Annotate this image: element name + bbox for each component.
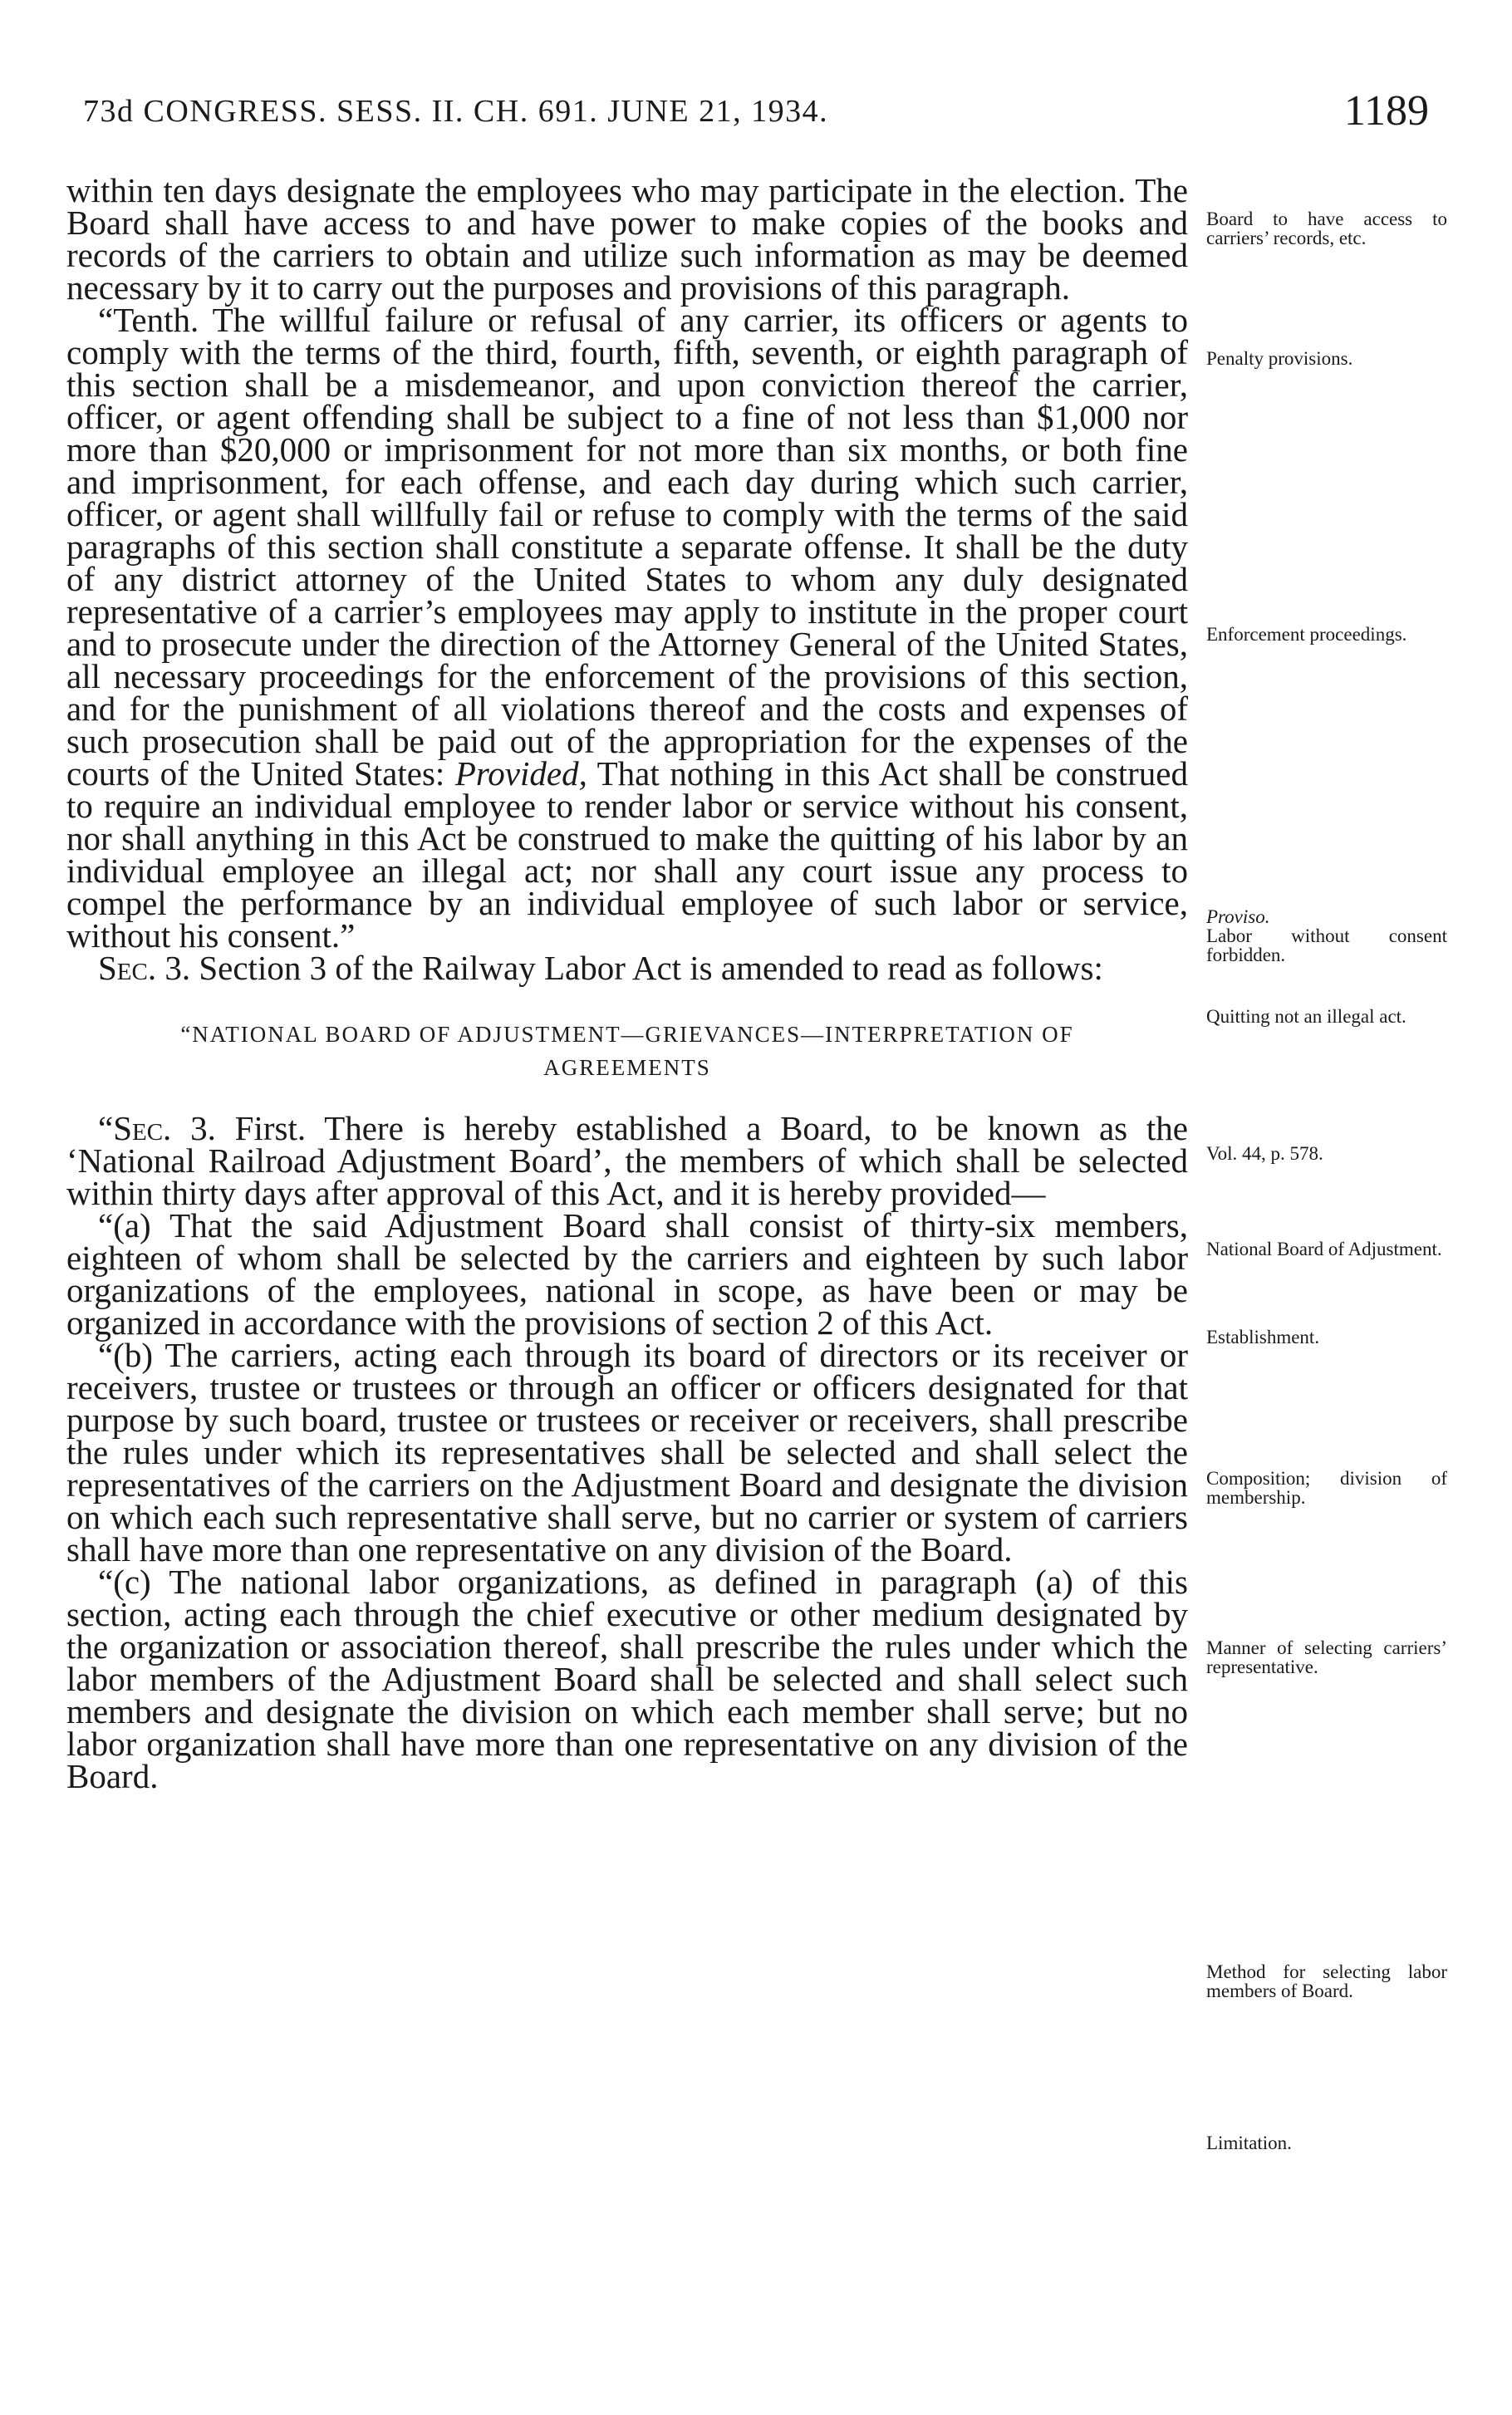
paragraph-ninth-continued: within ten days designate the employees who may participate in the election. The Board shall have access to and have power to make copies of the books and records of the carriers to obtain and utilize such information as may be deemed necessary by it to carry out the purposes and provisions of this paragraph. [66,171,1188,307]
margin-note-proviso: Proviso. [1206,906,1270,927]
heading-line-2: AGREEMENTS [543,1055,711,1080]
paragraph-c: “(c) The national labor organizations, as defined in paragraph (a) of this section, acting each through the chief executive or other medium designated by the organization or association thereof, shall prescribe the rules under which the labor members of the Adjustment Board shall be selected and shall select such members and designate the division on which each member shall serve; but no labor organization shall have more than one representative on any division of the Board. [66,1563,1188,1795]
margin-note-labor-consent: Labor without consent forbidden. [1206,925,1447,965]
margin-note-method: Method for selecting labor members of Board. [1206,1961,1447,2001]
margin-note-enforcement: Enforcement proceedings. [1206,624,1407,645]
sec-label: Sec. [98,949,157,987]
paragraph-tenth-text: “Tenth. The willful failure or refusal of any carrier, its officers or agents to comply with the terms of the third, fourth, fifth, seventh, or eighth paragraph of this section shall be a misdemeanor, and upon conviction thereof the carrier, officer, or agent offending shall be subject to a fine of not less than $1,000 nor more than $20,000 or imprisonment for not more than six months, or both fine and imprisonment, for each offense, and each day during which such carrier, officer, or agent shall willfully fail or refuse to comply with the terms of the said paragraphs of this section shall constitute a separate offense. It shall be the duty of any district attorney of the United States to whom any duly designated representative of a carrier’s employees may apply to institute in the proper court and to prosecute under the direction of the Attorney General of the United States, all necessary proceedings for the enforcement of the provisions of this section, and for the punishment of all violations thereof and the costs and expenses of such prosecution shall be paid out of the appropriation for the expenses of the courts of the United States: [66,301,1188,793]
paragraph-tenth [66,301,1189,955]
heading-line-1: “NATIONAL BOARD OF ADJUSTMENT—GRIEVANCES—INTERPRETATION OF [180,1022,1074,1047]
margin-note-penalty: Penalty provisions. [1206,348,1353,369]
paragraph-a: “(a) That the said Adjustment Board shall consist of thirty-six members, eighteen of whom shall be selected by the carriers and eighteen by such labor organizations of the employees, national in scope, as have been or may be organized in accordance with the provisions of section 2 of this Act. [66,1206,1188,1342]
paragraph-b: “(b) The carriers, acting each through its board of directors or its receiver or receivers, trustee or trustees or through an officer or officers designated for that purpose by such board, trustee or trustees or receiver or receivers, shall prescribe the rules under which its representatives shall be selected and shall select the representatives of the carriers on the Adjustment Board and designate the division on which each such representative shall serve, but no carrier or system of carriers shall have more than one representative on any division of the Board. [66,1336,1188,1568]
section-heading [66,1018,1188,1084]
paragraph-first [66,1109,1188,1212]
page-number: 1189 [1343,87,1429,135]
margin-note-volume-ref: Vol. 44, p. 578. [1206,1143,1323,1164]
margin-note-limitation: Limitation. [1206,2133,1292,2153]
statute-text [66,171,1189,1795]
provided-word: Provided, [454,754,587,793]
margin-note-national-board: National Board of Adjustment. [1206,1239,1442,1259]
running-head: 73d CONGRESS. SESS. II. CH. 691. JUNE 21, 1934. [83,94,829,129]
paragraph-first-text: 3. First. There is hereby established a Board, to be known as the ‘National Railroad Adjustment Board’, the members of which shall be selected within thirty days after approval of this Act, and it is hereby provided— [66,1109,1188,1212]
margin-note-establishment: Establishment. [1206,1327,1320,1347]
sec-label-quoted: “Sec. [98,1109,172,1147]
margin-note-board-access: Board to have access to carriers’ records, etc. [1206,209,1447,248]
section-3-amendment: 3. Section 3 of the Railway Labor Act is amended to read as follows: [164,949,1103,987]
running-header [83,86,1429,145]
proviso-text: That nothing in this Act shall be construed to require an individual employee to render labor or service without his consent, nor shall anything in this Act be construed to make the quitting of his labor by an individual employee an illegal act; nor shall any court issue any process to compel the performance by an individual employee of such labor or service, without his consent.” [66,754,1189,955]
margin-note-manner: Manner of selecting carriers’ representative. [1206,1637,1447,1677]
paragraph-section-3 [66,949,1188,987]
margin-note-quitting: Quitting not an illegal act. [1206,1006,1406,1027]
margin-note-composition: Composition; division of membership. [1206,1468,1447,1508]
